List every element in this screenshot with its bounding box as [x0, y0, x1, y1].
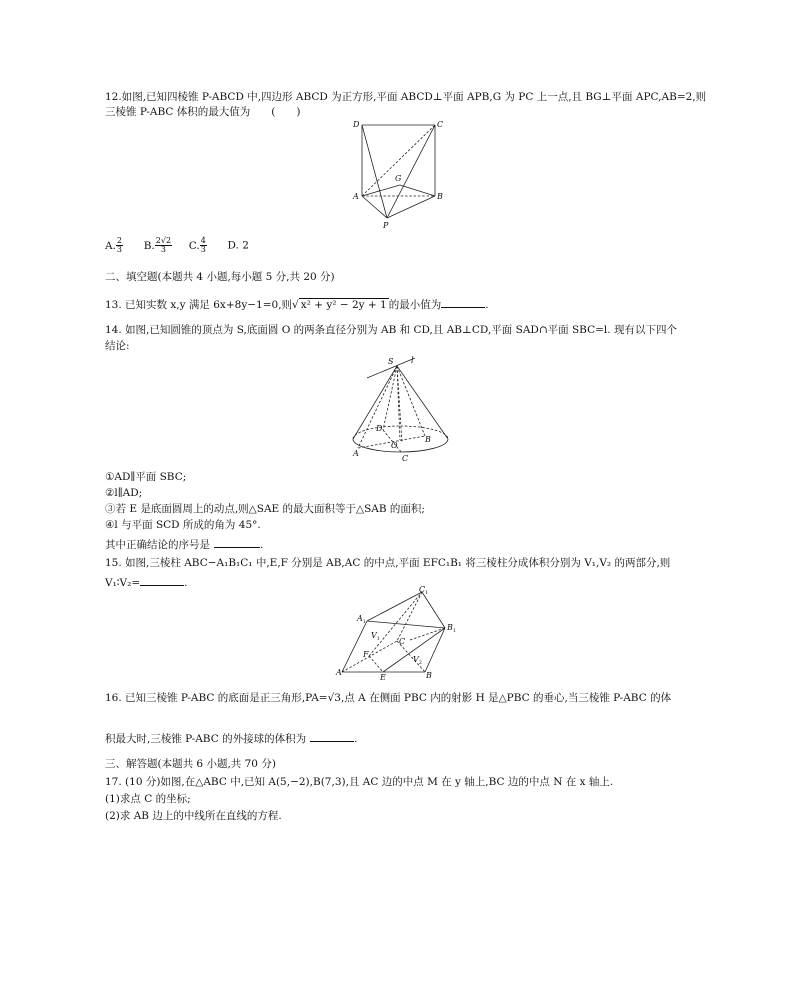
option-a: A. $\frac{2}{3}$ [105, 236, 123, 254]
q15-label-f: F [363, 650, 369, 659]
q15-label-a: A [336, 668, 342, 677]
section2-heading: 二、填空题(本题共 4 小题,每小题 5 分,共 20 分) [105, 271, 335, 283]
option-c: C. $\frac{4}{3}$ [188, 236, 206, 254]
q14-label-o: O [391, 441, 398, 450]
q13-answer-blank [441, 296, 485, 308]
q15-label-v2: $V_2$ [413, 655, 422, 666]
q14-label-a: A [353, 449, 359, 458]
q15-label-a1: $A_1$ [357, 614, 366, 625]
q15-line2: V₁∶V₂= . [105, 574, 187, 590]
q16-line2: 积最大时,三棱锥 P-ABC 的外接球的体积为 . [105, 730, 357, 746]
q13-line: 13. 已知实数 x,y 满足 6x+8y−1=0,则√ x² + y² − 2y + 1 的最小值为 . [105, 296, 489, 312]
q14-conclusion-1: ①AD∥平面 SBC; [105, 471, 187, 483]
q14-conclusion-2: ②l∥AD; [105, 487, 143, 499]
option-d: D. 2 [227, 239, 249, 252]
q15-label-c: C [399, 637, 406, 646]
q16-line1: 16. 已知三棱锥 P-ABC 的底面是正三角形,PA=√3,点 A 在侧面 PBC 内的射影 H 是△PBC 的垂心,当三棱锥 P-ABC 的体 [105, 692, 672, 704]
q14-answer-line: 其中正确结论的序号是 . [105, 536, 263, 552]
q15-line1: 15. 如图,三棱柱 ABC−A₁B₁C₁ 中,E,F 分别是 AB,AC 的中点,平面 EFC₁B₁ 将三棱柱分成体积分别为 V₁,V₂ 的两部分,则 [105, 557, 671, 569]
q14-label-d: D [376, 424, 383, 433]
q14-cone-figure [345, 352, 455, 464]
q12-line1: 12.如图,已知四棱锥 P-ABCD 中,四边形 ABCD 为正方形,平面 ABCD⊥平面 APB,G 为 PC 上一点,且 BG⊥平面 APC,AB=2,则 [105, 91, 707, 103]
q14-label-s: S [388, 357, 394, 366]
q14-label-b: B [425, 435, 431, 444]
q15-label-c1: $C_1$ [419, 586, 429, 596]
q16-answer-blank [310, 730, 354, 742]
q12-label-p: P [383, 221, 389, 230]
q17-part1: (1)求点 C 的坐标; [105, 793, 191, 805]
q14-answer-blank [214, 536, 260, 548]
q17-line1: 17. (10 分)如图,在△ABC 中,已知 A(5,−2),B(7,3),且 AC 边的中点 M 在 y 轴上,BC 边的中点 N 在 x 轴上. [105, 776, 614, 788]
q12-line2: 三棱锥 P-ABC 体积的最大值为 ( ) [105, 106, 301, 118]
q17-part2: (2)求 AB 边上的中线所在直线的方程. [105, 810, 282, 822]
q14-conclusion-4: ④l 与平面 SCD 所成的角为 45°. [105, 519, 261, 531]
q15-label-v1: $V_1$ [371, 631, 380, 642]
q12-label-c: C [437, 120, 444, 129]
q15-answer-blank [140, 574, 184, 586]
q12-pyramid-figure [345, 118, 455, 233]
q13-sqrt-expression: x² + y² − 2y + 1 [300, 299, 387, 311]
q14-label-l: l [411, 356, 414, 365]
q15-label-b: B [426, 671, 432, 680]
q12-label-d: D [353, 120, 360, 129]
q15-label-e: E [380, 673, 386, 680]
section3-heading: 三、解答题(本题共 6 小题,共 70 分) [105, 758, 276, 770]
q15-prism-figure [335, 586, 460, 680]
q14-conclusion-3: ③若 E 是底面圆周上的动点,则△SAE 的最大面积等于△SAB 的面积; [105, 503, 425, 515]
q14-line2: 结论: [105, 340, 130, 352]
q14-label-c: C [402, 454, 409, 463]
q12-label-b: B [437, 192, 443, 201]
option-b: B. $\frac{2√2}{3}$ [143, 236, 172, 254]
q12-label-a: A [353, 192, 359, 201]
q12-label-g: G [395, 174, 402, 183]
q14-line1: 14. 如图,已知圆锥的顶点为 S,底面圆 O 的两条直径分别为 AB 和 CD,且 AB⊥CD,平面 SAD∩平面 SBC=l. 现有以下四个 [105, 324, 677, 336]
q12-options [105, 237, 249, 254]
q15-label-b1: $B_1$ [447, 623, 457, 634]
